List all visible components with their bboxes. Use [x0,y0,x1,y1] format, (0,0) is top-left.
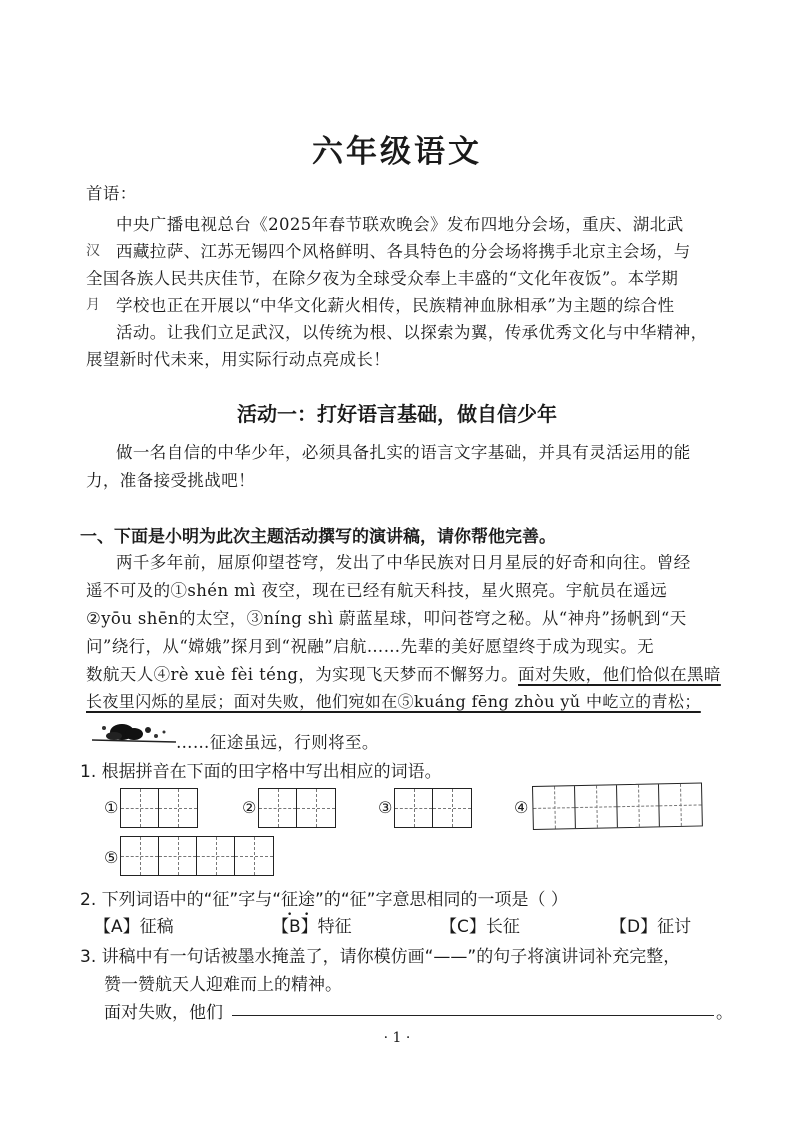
question-1-text: 1. 根据拼音在下面的田字格中写出相应的词语。 [80,762,442,782]
grid-cell[interactable] [159,837,197,875]
grid-cell[interactable] [121,789,159,827]
underlined-sentence-part-1: 面对失败，他们恰似在黑暗 [518,665,721,684]
speech-line-4: 问”绕行，从“嫦娥”探月到“祝融”启航……先辈的美好愿望终于成为现实。无 [86,637,655,656]
label-1: ① [104,798,119,817]
answer-suffix: 。 [716,1003,733,1023]
grid-cell[interactable] [659,783,702,826]
preface-line-1: 中央广播电视总台《2025年春节联欢晚会》发布四地分会场，重庆、湖北武 [116,215,684,234]
page-number: · 1 · [383,1030,411,1046]
activity-intro-line-2: 力，准备接受挑战吧！ [86,471,255,490]
question-2-text-b: ”的“征”字意思相同的一项是（ ） [315,890,568,910]
grid-cell[interactable] [259,789,297,827]
question-2-dotted-word: 征途 [281,890,316,910]
grid-cell[interactable] [575,785,618,828]
label-2: ② [242,798,257,817]
option-d[interactable]: 【D】征讨 [610,917,692,937]
tianzige-grid-4[interactable] [532,782,703,830]
question-3-line-2: 赞一赞航天人迎难而上的精神。 [104,975,342,995]
question-3-line-1: 3. 讲稿中有一句话被墨水掩盖了，请你模仿画“——”的句子将演讲词补充完整， [80,947,681,967]
activity-heading: 活动一：打好语言基础，做自信少年 [237,402,557,426]
grid-cell[interactable] [121,837,159,875]
grid-cell[interactable] [159,789,197,827]
speech-line-7-tail: ……征途虽远，行则将至。 [176,733,379,752]
option-c[interactable]: 【C】长征 [440,917,520,937]
speech-line-5 [86,661,721,685]
label-5: ⑤ [104,848,119,867]
option-a[interactable]: 【A】征稿 [94,917,174,937]
preface-line-6: 展望新时代未来，用实际行动点亮成长！ [86,350,391,369]
speech-line-2: 遥不可及的①shén mì 夜空，现在已经有航天科技，星火照亮。宇航员在遥远 [86,581,668,600]
grid-cell[interactable] [433,789,471,827]
grid-cell[interactable] [617,784,660,827]
tianzige-grid-2[interactable] [258,788,336,828]
margin-mark-2: 月 [86,297,100,313]
preface-line-3: 全国各族人民共庆佳节，在除夕夜为全球受众奉上丰盛的“文化年夜饭”。本学期 [86,269,679,288]
activity-intro-line-1: 做一名自信的中华少年，必须具备扎实的语言文字基础，并具有灵活运用的能 [116,443,691,462]
preface-line-2: 西藏拉萨、江苏无锡四个风格鲜明、各具特色的分会场将携手北京主会场，与 [116,242,691,261]
label-3: ③ [378,798,393,817]
margin-mark-1: 汉 [86,243,100,259]
question-2-text-a: 2. 下列词语中的“征”字与“ [80,890,282,910]
tianzige-grid-3[interactable] [394,788,472,828]
grid-cell[interactable] [533,786,576,829]
preface-line-4: 学校也正在开展以“中华文化薪火相传，民族精神血脉相承”为主题的综合性 [116,296,675,315]
preface-line-5: 活动。让我们立足武汉，以传统为根、以探索为翼，传承优秀文化与中华精神， [116,323,708,342]
speech-line-3: ②yōu shēn的太空，③níng shì 蔚蓝星球，叩问苍穹之秘。从“神舟”扬帆到“天 [86,609,687,628]
grid-cell[interactable] [395,789,433,827]
label-4: ④ [514,798,529,817]
speech-line-1: 两千多年前，屈原仰望苍穹，发出了中华民族对日月星辰的好奇和向往。曾经 [116,553,691,572]
grid-cell[interactable] [297,789,335,827]
grid-cell[interactable] [235,837,273,875]
tianzige-grid-1[interactable] [120,788,198,828]
option-b[interactable]: 【B】特征 [272,917,352,937]
ink-blot-image [92,718,178,748]
underlined-sentence-part-2: 长夜里闪烁的星辰；面对失败，他们宛如在⑤kuáng fēng zhòu yǔ 中屹立的青松； [86,692,701,711]
answer-blank-line[interactable] [232,1015,714,1016]
tianzige-grid-5[interactable] [120,836,274,876]
answer-prefix: 面对失败，他们 [104,1003,223,1023]
page-title: 六年级语文 [312,134,482,170]
section1-heading: 一、下面是小明为此次主题活动撰写的演讲稿，请你帮他完善。 [80,527,556,547]
preface-heading: 首语： [86,184,137,203]
grid-cell[interactable] [197,837,235,875]
speech-line-5-plain: 数航天人④rè xuè fèi téng，为实现飞天梦而不懈努力。 [86,665,519,684]
